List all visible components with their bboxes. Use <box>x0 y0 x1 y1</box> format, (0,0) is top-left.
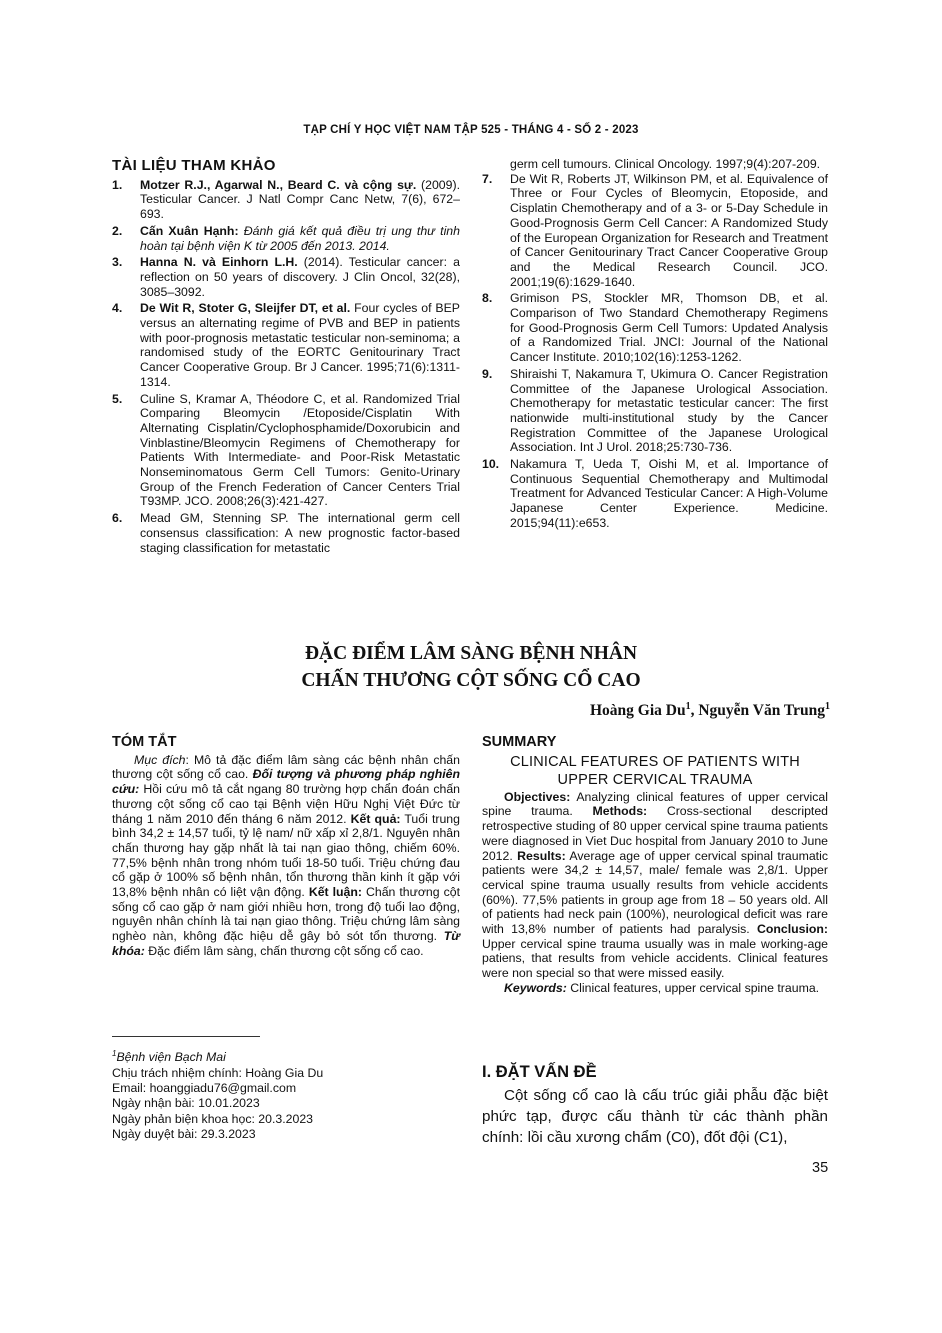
page-number: 35 <box>812 1160 829 1176</box>
accepted-date: Ngày duyệt bài: 29.3.2023 <box>112 1127 256 1142</box>
summary-text: Average age of upper cervical spinal traumatic patients were 34,2 ± 14,57, male/ female was 2,8/1. Upper cervical spine trauma usually results from vehicle accidents (60%). 77,5% patients in group age from 18 – 50 years old. All of patients had neck pain (100%), neurological deficit was rare with 13,8% number of patients had paralysis. <box>482 848 828 937</box>
affiliation <box>112 1046 452 1066</box>
reference-item <box>112 511 460 555</box>
review-date: Ngày phản biện khoa học: 20.3.2023 <box>112 1111 314 1126</box>
summary-label: Methods: <box>592 804 648 819</box>
abstract-english <box>482 735 828 996</box>
reference-item <box>112 178 460 222</box>
reference-number: 2. <box>112 223 123 238</box>
affiliation-mark: 1 <box>112 1049 117 1058</box>
reference-authors: Hanna N. và Einhorn L.H. <box>140 255 298 270</box>
abstract-vietnamese <box>112 735 460 959</box>
reference-continuation: germ cell tumours. Clinical Oncology. 1997;9(4):207-209. <box>510 157 821 171</box>
abstract-text: Đặc điểm lâm sàng, chấn thương cột sống cổ cao. <box>144 943 424 958</box>
article-title-line-2: CHẤN THƯƠNG CỘT SỐNG CỔ CAO <box>301 670 641 691</box>
summary-text: Clinical features, upper cervical spine trauma. <box>566 980 820 995</box>
abstract-text: Hồi cứu mô tả cắt ngang 80 trường hợp chẩn đoán chấn thương cột sống cổ cao tại Bệnh viện Hữu Nghị Việt Đức từ tháng 1 năm 2010 đến tháng 6 năm 2012. <box>112 782 460 826</box>
author-affiliation-mark: 1 <box>685 701 691 712</box>
reference-authors: De Wit R, Stoter G, Sleijfer DT, et al. <box>140 301 351 316</box>
reference-item <box>482 367 828 455</box>
journal-header: TẠP CHÍ Y HỌC VIỆT NAM TẬP 525 - THÁNG 4 - SỐ 2 - 2023 <box>303 124 639 136</box>
reference-authors: Motzer R.J., Agarwal N., Beard C. và cộng sự. <box>140 177 417 192</box>
summary-title <box>482 753 828 789</box>
abstract-label: Đối tượng và phương pháp nghiên cứu: <box>112 767 460 797</box>
abstract-heading: TÓM TẮT <box>112 734 177 750</box>
reference-number: 3. <box>112 255 123 270</box>
reference-text: (2009). Testicular Cancer. J Natl Compr Canc Netw, 7(6), 672–693. <box>140 177 460 222</box>
abstract-label: Từ khóa: <box>112 929 460 958</box>
affiliation-name: Bệnh viện Bạch Mai <box>116 1050 226 1065</box>
reference-text: De Wit R, Roberts JT, Wilkinson PM, et al. Equivalence of Three or Four Cycles of Bleomycin, Etoposide, and Cisplatin Chemotherapy and of a 3- or 5-Day Schedule in Good-Prognosis Germ Cell Cancer: A Randomized Study of the European Organization for Research and Treatment of Cancer Genitourinary Tract Cancer Cooperative Group and the Medical Research Council. JCO. 2001;19(6):1629-1640. <box>510 171 828 289</box>
reference-item <box>112 224 460 253</box>
abstract-text: : Mô tả đặc điểm lâm sàng các bệnh nhân chấn thương cột sống cổ cao. <box>112 752 460 782</box>
references-heading: TÀI LIỆU THAM KHẢO <box>112 157 276 174</box>
summary-text: Analyzing clinical features of upper cervical spine trauma. <box>482 789 828 819</box>
reference-item <box>112 301 460 389</box>
introduction-heading: I. ĐẶT VẤN ĐỀ <box>482 1063 597 1081</box>
corresponding-author: Chịu trách nhiệm chính: Hoàng Gia Du <box>112 1065 324 1080</box>
article-title <box>0 640 942 694</box>
author-name: Nguyễn Văn Trung <box>698 702 825 720</box>
author-affiliation-mark: 1 <box>825 701 830 712</box>
references-right-column <box>482 157 828 533</box>
reference-item <box>482 457 828 531</box>
footnote-divider <box>112 1036 260 1037</box>
article-authors <box>590 701 830 720</box>
reference-authors: Cấn Xuân Hạnh: <box>140 223 239 238</box>
author-separator: , <box>690 702 699 720</box>
reference-number: 10. <box>482 457 500 472</box>
summary-title-line-2: UPPER CERVICAL TRAUMA <box>557 771 753 788</box>
reference-text: Đánh giá kết quả điều trị ung thư tinh hoàn tại bệnh viện K từ 2005 đến 2013. 2014. <box>140 223 460 253</box>
abstract-text: Chấn thương cột sống cổ cao gặp ở nam giới nhiều hơn, trong độ tuổi lao động, nguyên nhân chính là tai nạn giao thông. Triệu chứng lâm sàng nghèo nàn, không đặc hiệu dễ gây bỏ sót tổn thương. <box>112 885 460 944</box>
reference-text: Shiraishi T, Nakamura T, Ukimura O. Cancer Registration Committee of the Japanese Urological Association. Chemotherapy for metastatic testicular cancer: The first nationwide multi-institutional study by the Cancer Registration Committee of the Japanese Urological Association. Int J Urol. 2018;25:730-736. <box>510 366 828 455</box>
summary-label: Keywords: <box>504 980 567 995</box>
reference-number: 4. <box>112 301 123 316</box>
reference-number: 7. <box>482 171 493 186</box>
summary-title-line-1: CLINICAL FEATURES OF PATIENTS WITH <box>510 753 800 770</box>
reference-number: 1. <box>112 177 123 192</box>
author-name: Hoàng Gia Du <box>590 702 686 720</box>
reference-item <box>112 392 460 510</box>
reference-text: Grimison PS, Stockler MR, Thomson DB, et al. Comparison of Two Standard Chemotherapy Regimens for Good-Prognosis Germ Cell Tumors: Updated Analysis of a Randomized Trial. JNCI: Journal of the National Cancer Institute. 2010;102(16):1253-1262. <box>510 291 828 365</box>
summary-label: Results: <box>517 848 566 863</box>
footnotes <box>112 1046 452 1143</box>
reference-number: 6. <box>112 511 123 526</box>
reference-text: Culine S, Kramar A, Théodore C, et al. Randomized Trial Comparing Bleomycin /Etoposide/Cisplatin With Alternating Cisplatin/Cyclophosphamide/Doxorubicin and Vinblastine/Bleomycin Regimens of Chemotherapy for Patients With Intermediate- and Poor-Risk Metastatic Nonseminomatous Germ Cell Tumors: Genito-Urinary Group of the French Federation of Cancer Centers Trial T93MP. JCO. 2008;26(3):421-427. <box>140 391 460 509</box>
received-date: Ngày nhận bài: 10.01.2023 <box>112 1096 260 1111</box>
introduction-text: Cột sống cổ cao là cấu trúc giải phẫu đặc biệt phức tạp, được cấu thành từ các thành phần chính: lồi cầu xương chẩm (C0), đốt đội (C1), <box>482 1087 828 1146</box>
summary-keywords <box>482 981 828 996</box>
reference-text: (2014). Testicular cancer: a reflection on 50 years of discovery. J Clin Oncol, 32(28), 3085–3092. <box>140 255 460 299</box>
article-title-line-1: ĐẶC ĐIỂM LÂM SÀNG BỆNH NHÂN <box>304 643 638 664</box>
summary-heading: SUMMARY <box>482 734 557 750</box>
abstract-label: Kết luận: <box>308 885 362 900</box>
reference-number: 9. <box>482 366 493 381</box>
introduction-section <box>482 1063 828 1148</box>
abstract-label: Mục đích <box>134 752 186 767</box>
references-left-column <box>112 159 460 557</box>
summary-body <box>482 790 828 981</box>
summary-label: Conclusion: <box>756 922 828 937</box>
reference-item <box>112 255 460 299</box>
summary-text: Cross-sectional descripted retrospective studing of 80 upper cervical spine trauma patients were diagnosed in Viet Duc hospital from January 2010 to June 2012. <box>482 804 829 863</box>
abstract-body <box>112 753 460 959</box>
reference-text: Four cycles of BEP versus an alternating regime of PVB and BEP in patients with poor-prognosis metastatic testicular non-seminoma; a randomised study of the EORTC Genitourinary Tract Cancer Cooperative Group. Br J Cancer. 1995;71(6):1311-1314. <box>140 301 460 389</box>
email: Email: hoanggiadu76@gmail.com <box>112 1080 297 1095</box>
summary-text: Upper cervical spine trauma usually was in male working-age patiens, that results from vehicle accidents. Clinical features were non special so that were missed easily. <box>482 936 828 981</box>
abstract-text: Tuổi trung bình 34,2 ± 14,57 tuổi, tỷ lệ nam/ nữ xấp xỉ 2,8/1. Nguyên nhân chấn thương hay gặp nhất là tai nạn giao thông, chiếm 60%. 77,5% bệnh nhân trong nhóm tuổi 18-50 tuổi. Triệu chứng đau cổ gặp ở 100% số bệnh nhân, tổn thương thần kinh ít gặp với 13,8% bệnh nhân có liệt vận động. <box>112 811 460 900</box>
abstract-label: Kết quả: <box>350 811 401 826</box>
reference-number: 8. <box>482 291 493 306</box>
summary-label: Objectives: <box>504 789 571 804</box>
reference-text: Mead GM, Stenning SP. The international germ cell consensus classification: A new prognostic factor-based staging classification for metastatic <box>140 511 460 555</box>
reference-text: Nakamura T, Ueda T, Oishi M, et al. Importance of Continuous Sequential Chemotherapy and Multimodal Treatment for Advanced Testicular Cancer: A High-Volume Japanese Center Experience. Medicine. 2015;94(11):e653. <box>510 457 828 530</box>
reference-item <box>482 172 828 290</box>
reference-number: 5. <box>112 391 123 406</box>
reference-item <box>482 291 828 365</box>
